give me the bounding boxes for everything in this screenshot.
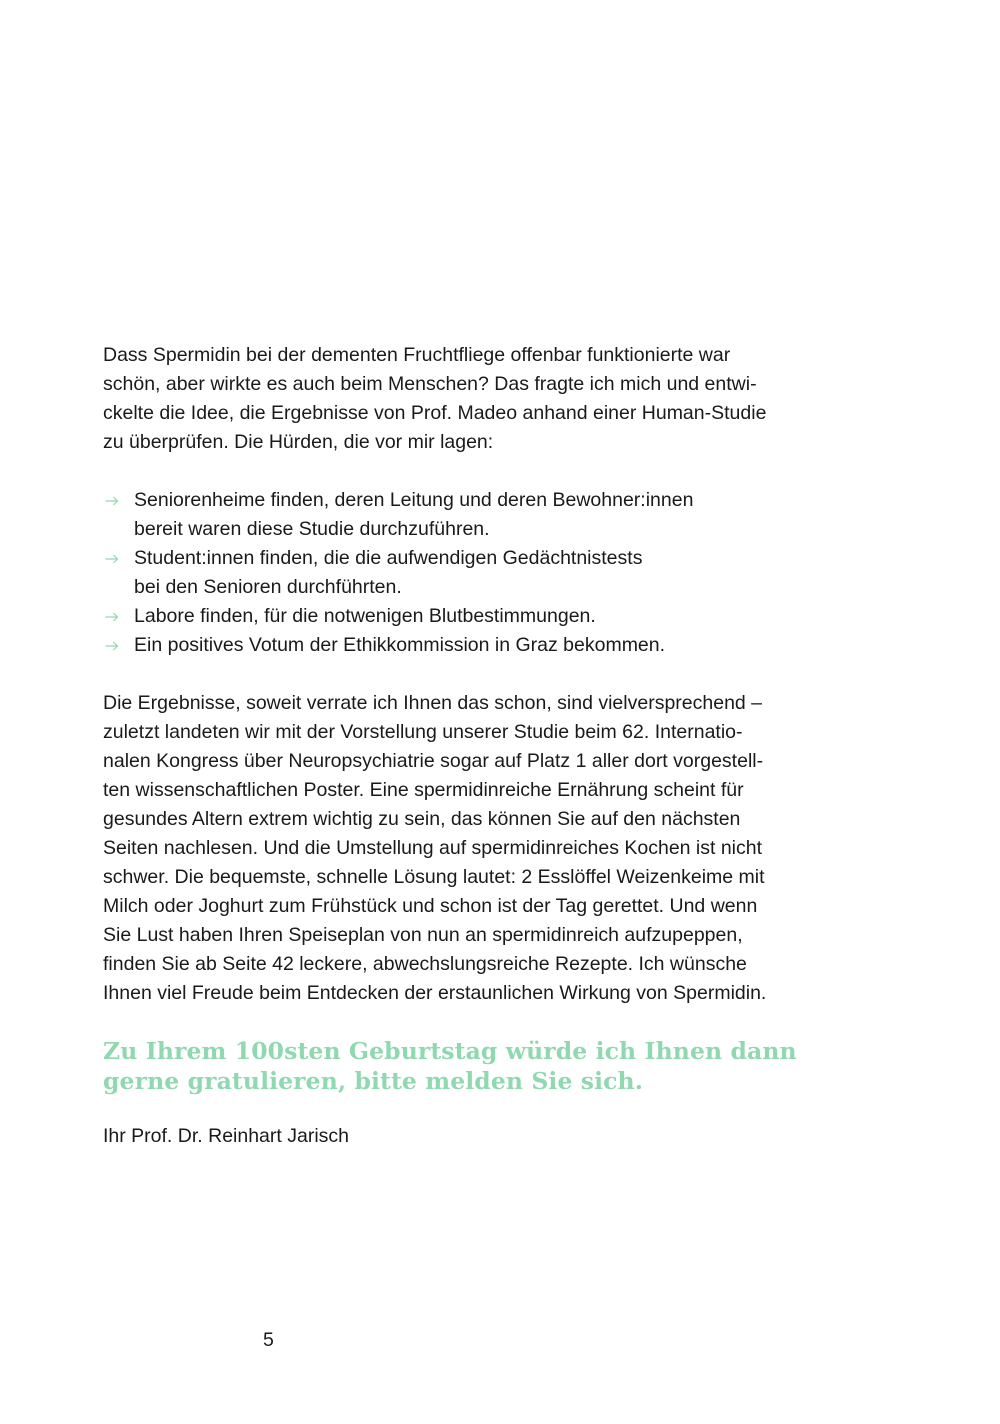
page-content <box>103 341 833 1151</box>
intro-line: ckelte die Idee, die Ergebnisse von Prof. Madeo anhand einer Human-Studie <box>103 402 767 424</box>
arrow-right-icon <box>105 631 125 660</box>
results-line: ten wissenschaftlichen Poster. Eine spermidinreiche Ernährung scheint für <box>103 779 744 801</box>
results-line: Seiten nachlesen. Und die Umstellung auf spermidinreiches Kochen ist nicht <box>103 837 763 859</box>
intro-line: Dass Spermidin bei der dementen Fruchtfliege offenbar funktionierte war <box>103 344 731 366</box>
results-line: zuletzt landeten wir mit der Vorstellung unserer Studie beim 62. Internatio- <box>103 721 743 743</box>
list-item <box>103 631 833 660</box>
hurdles-list <box>103 486 833 660</box>
list-item <box>103 602 833 631</box>
page-number: 5 <box>263 1329 274 1351</box>
results-line: gesundes Altern extrem wichtig zu sein, das können Sie auf den nächsten <box>103 808 741 830</box>
results-line: finden Sie ab Seite 42 leckere, abwechslungsreiche Rezepte. Ich wünsche <box>103 953 747 975</box>
arrow-right-icon <box>105 602 125 631</box>
results-line: Ihnen viel Freude beim Entdecken der erstaunlichen Wirkung von Spermidin. <box>103 982 767 1004</box>
results-line: Sie Lust haben Ihren Speiseplan von nun an spermidinreich aufzupeppen, <box>103 924 743 946</box>
arrow-right-icon <box>105 544 125 573</box>
list-item <box>103 544 833 602</box>
highlight-quote <box>103 1036 833 1096</box>
list-item-text: Labore finden, für die notwenigen Blutbestimmungen. <box>134 605 596 627</box>
intro-line: zu überprüfen. Die Hürden, die vor mir lagen: <box>103 431 494 453</box>
results-line: nalen Kongress über Neuropsychiatrie sogar auf Platz 1 aller dort vorgestell- <box>103 750 764 772</box>
list-item-text: bereit waren diese Studie durchzuführen. <box>134 518 490 540</box>
list-item <box>103 486 833 544</box>
arrow-right-icon <box>105 486 125 515</box>
list-item-text: Ein positives Votum der Ethikkommission in Graz bekommen. <box>134 634 666 656</box>
list-item-text: Seniorenheime finden, deren Leitung und deren Bewohner:innen <box>134 489 694 511</box>
list-item-text: bei den Senioren durchführten. <box>134 576 402 598</box>
signature: Ihr Prof. Dr. Reinhart Jarisch <box>103 1125 349 1147</box>
quote-line: gerne gratulieren, bitte melden Sie sich. <box>103 1067 644 1095</box>
results-line: schwer. Die bequemste, schnelle Lösung lautet: 2 Esslöffel Weizenkeime mit <box>103 866 765 888</box>
results-paragraph <box>103 689 833 1008</box>
results-line: Milch oder Joghurt zum Frühstück und schon ist der Tag gerettet. Und wenn <box>103 895 758 917</box>
quote-line: Zu Ihrem 100sten Geburtstag würde ich Ihnen dann <box>103 1037 797 1065</box>
list-item-text: Student:innen finden, die die aufwendigen Gedächtnistests <box>134 547 643 569</box>
intro-paragraph <box>103 341 833 457</box>
intro-line: schön, aber wirkte es auch beim Menschen? Das fragte ich mich und entwi- <box>103 373 757 395</box>
results-line: Die Ergebnisse, soweit verrate ich Ihnen das schon, sind vielversprechend – <box>103 692 763 714</box>
